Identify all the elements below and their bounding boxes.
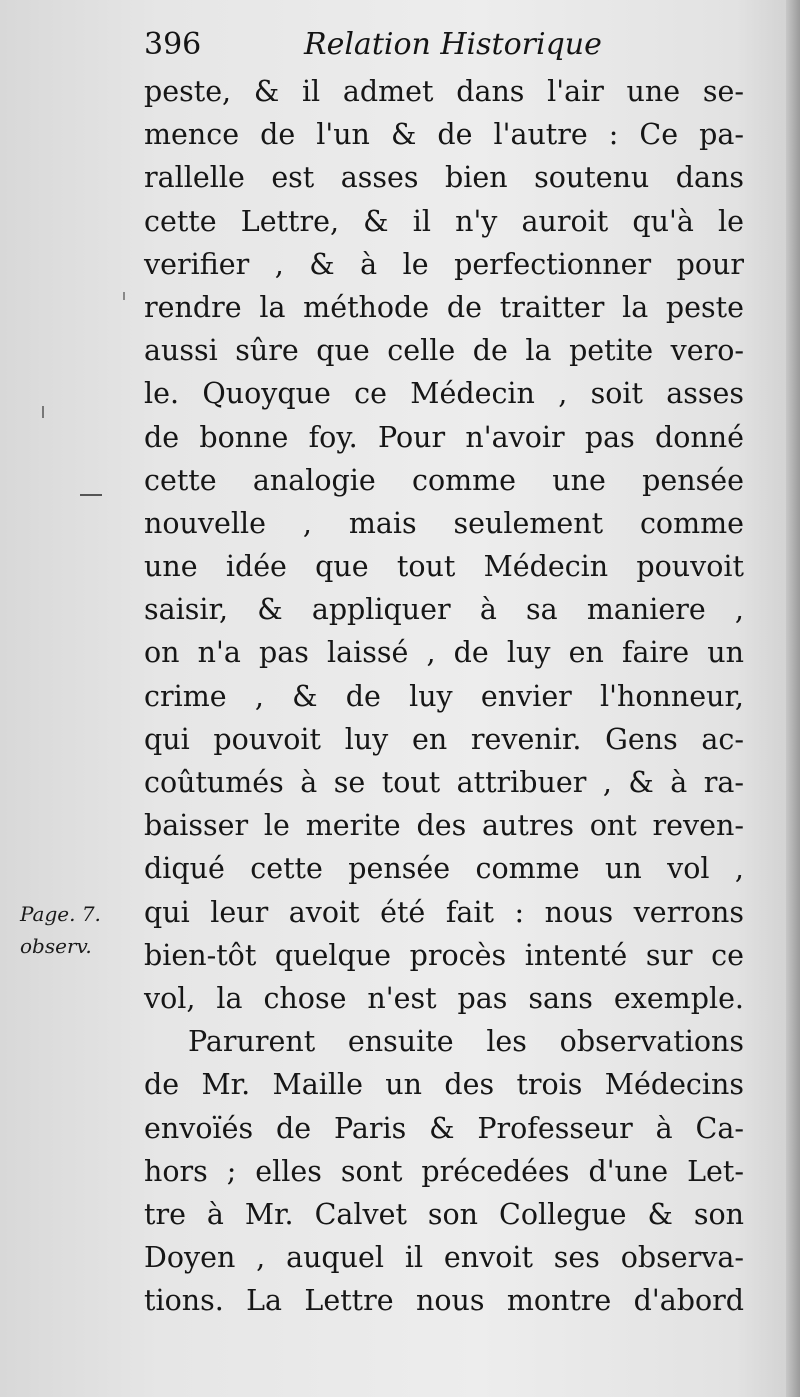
text-line: coûtumés à se tout attribuer , & à ra- bbox=[144, 766, 744, 799]
text-line: nouvelle , mais seulement comme bbox=[144, 506, 744, 540]
text-line: saisir, & appliquer à sa maniere , bbox=[144, 593, 744, 627]
text-line: qui leur avoit été fait : nous verrons bbox=[144, 895, 744, 929]
text-line: diqué cette pensée comme un vol , bbox=[144, 852, 744, 886]
text-line: le. Quoyque ce Médecin , soit asses bbox=[144, 377, 744, 411]
text-line: rendre la méthode de traitter la peste bbox=[144, 290, 744, 324]
text-line: bien-tôt quelque procès intenté sur ce bbox=[144, 938, 744, 972]
text-line: on n'a pas laissé , de luy en faire un bbox=[144, 636, 744, 670]
margin-dash bbox=[80, 494, 102, 496]
text-line: crime , & de luy envier l'honneur, bbox=[144, 679, 744, 713]
text-line: Parurent ensuite les observations bbox=[188, 1025, 744, 1059]
margin-note-line: Page. 7. bbox=[20, 902, 101, 926]
text-line: vol, la chose n'est pas sans exemple. bbox=[144, 981, 744, 1015]
text-line: peste, & il admet dans l'air une se- bbox=[144, 75, 744, 108]
text-line: hors ; elles sont précedées d'une Let- bbox=[144, 1154, 744, 1188]
text-line: Doyen , auquel il envoit ses observa- bbox=[144, 1241, 744, 1275]
text-line: de bonne foy. Pour n'avoir pas donné bbox=[144, 420, 744, 454]
text-line: rallelle est asses bien soutenu dans bbox=[144, 161, 744, 195]
text-line: qui pouvoit luy en revenir. Gens ac- bbox=[144, 722, 744, 756]
text-line: aussi sûre que celle de la petite vero- bbox=[144, 334, 744, 368]
text-line: tre à Mr. Calvet son Collegue & son bbox=[144, 1197, 744, 1231]
body-text bbox=[144, 70, 744, 1322]
page-number: 396 bbox=[144, 27, 202, 62]
page-edge-shadow bbox=[786, 0, 800, 1397]
text-line: tions. La Lettre nous montre d'abord bbox=[144, 1284, 744, 1318]
text-line: de Mr. Maille un des trois Médecins bbox=[144, 1068, 744, 1102]
margin-speck bbox=[42, 406, 44, 418]
running-title: Relation Historique bbox=[304, 27, 602, 62]
text-line: une idée que tout Médecin pouvoit bbox=[144, 550, 744, 584]
text-line: mence de l'un & de l'autre : Ce pa- bbox=[144, 118, 744, 152]
text-line: cette Lettre, & il n'y auroit qu'à le bbox=[144, 204, 744, 238]
margin-note-line: observ. bbox=[20, 934, 92, 958]
text-line: baisser le merite des autres ont reven- bbox=[144, 809, 744, 843]
page-header bbox=[144, 20, 604, 70]
margin-speck bbox=[123, 292, 125, 300]
margin-note bbox=[20, 898, 130, 962]
text-line: verifier , & à le perfectionner pour bbox=[144, 247, 744, 281]
text-line: envoïés de Paris & Professeur à Ca- bbox=[144, 1111, 744, 1145]
text-line: cette analogie comme une pensée bbox=[144, 463, 744, 497]
